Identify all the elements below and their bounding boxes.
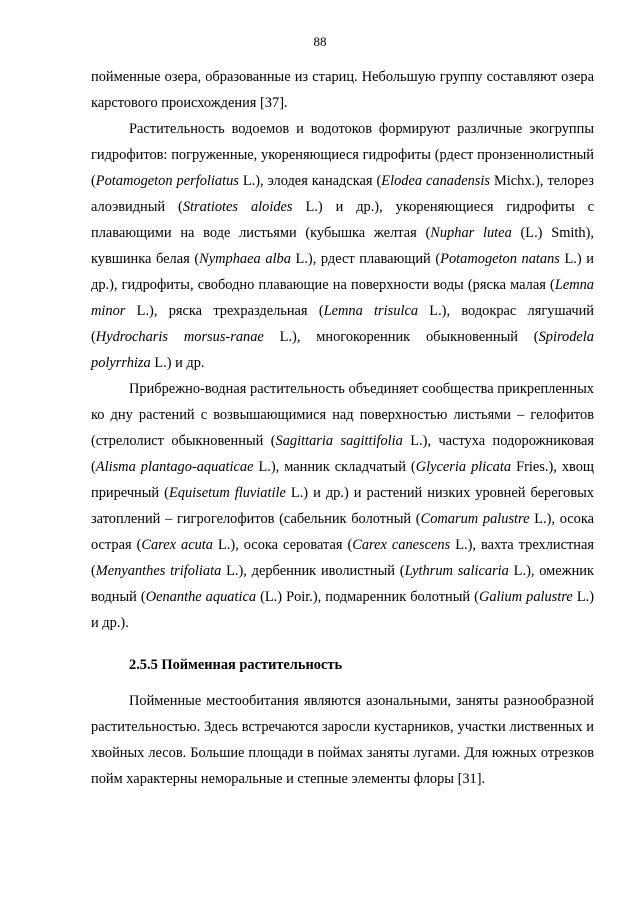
text-run: Растительность водоемов и водотоков формируют различные экогруппы гидрофитов: погруженные, укореняющиеся гидрофиты (рдест пронзеннолистный ( [91, 121, 594, 189]
body-text-lower [91, 688, 594, 792]
paragraph-floodplain: Пойменные местообитания являются азональными, заняты разнообразной растительностью. Здесь встречаются заросли кустарников, участки лиственных и хвойных лесов. Большие площади в поймах заняты лугами. Для южных отрезков пойм характерны неморальные и степные элементы флоры [31]. [91, 693, 594, 787]
body-text-upper [91, 64, 594, 636]
text-run: L.), водокрас лягушачий ( [91, 303, 594, 345]
species-name: Spirodela polyrrhiza [91, 329, 595, 371]
text-run: (L.) Smith), кувшинка белая ( [91, 225, 594, 267]
section-heading: 2.5.5 Пойменная растительность [129, 657, 343, 673]
species-name: Potamogeton perfoliatus [95, 173, 239, 189]
species-name: Lemna trisulca [323, 303, 419, 319]
text-run: L.) и др. [150, 355, 205, 371]
paragraph-hydrophytes [91, 116, 594, 376]
text-run: L.), вахта трехлистная ( [91, 537, 594, 579]
text-run: L.), манник складчатый ( [253, 459, 416, 475]
species-name: Lythrum salicaria [404, 563, 509, 579]
species-name: Menyanthes trifoliata [95, 563, 222, 579]
text-run: (L.) Poir.), подмаренник болотный ( [256, 589, 479, 605]
species-name: Stratiotes aloides [182, 199, 293, 215]
text-run: L.) и др.). [91, 589, 595, 631]
text-run: L.), ряска трехраздельная ( [125, 303, 324, 319]
text-run: L.) и др.) и растений низких уровней береговых затоплений – гигрогелофитов (сабельник болотный ( [91, 485, 594, 527]
text-run: L.), частуха подорожниковая ( [91, 433, 594, 475]
species-name: Oenanthe aquatica [145, 589, 257, 605]
text-run: L.), дербенник иволистный ( [221, 563, 405, 579]
species-name: Galium palustre [478, 589, 573, 605]
species-name: Carex canescens [352, 537, 451, 553]
species-name: Hydrocharis morsus-ranae [95, 329, 264, 345]
species-name: Elodea canadensis [381, 173, 490, 189]
text-run: L.), элодея канадская ( [238, 173, 382, 189]
species-name: Nymphaea alba [199, 251, 291, 267]
species-name: Comarum palustre [420, 511, 530, 527]
species-name: Nuphar lutea [430, 225, 512, 241]
text-run: L.) и др.), гидрофиты, свободно плавающие на поверхности воды (ряска малая ( [91, 251, 595, 293]
text-run: L.), осока сероватая ( [213, 537, 353, 553]
species-name: Lemna minor [91, 277, 594, 319]
text-run: Michx.), телорез алоэвидный ( [91, 173, 594, 215]
text-run: Fries.), хвощ приречный ( [91, 459, 594, 501]
species-name: Glyceria plicata [415, 459, 512, 475]
species-name: Carex acuta [141, 537, 213, 553]
species-name: Equisetum fluviatile [168, 485, 286, 501]
species-name: Alisma plantago-aquaticae [95, 459, 254, 475]
species-name: Sagittaria sagittifolia [275, 433, 403, 449]
text-run: Прибрежно-водная растительность объединяет сообщества прикрепленных ко дну растений с возвышающимися над поверхностью листьями – гелофитов (стрелолист обыкновенный ( [91, 381, 594, 449]
text-run: L.), рдест плавающий ( [290, 251, 441, 267]
text-run: L.), омежник водный ( [91, 563, 594, 605]
species-name: Potamogeton natans [440, 251, 560, 267]
text-run: L.), осока острая ( [91, 511, 594, 553]
paragraph-lakes: пойменные озера, образованные из стариц. Небольшую группу составляют озера карстового происхождения [37]. [91, 69, 594, 111]
page-number: 88 [313, 34, 327, 49]
text-run: L.) и др.), укореняющиеся гидрофиты с плавающими на воде листьями (кубышка желтая ( [91, 199, 594, 241]
text-run: L.), многокоренник обыкновенный ( [263, 329, 539, 345]
paragraph-helophytes [91, 376, 594, 636]
